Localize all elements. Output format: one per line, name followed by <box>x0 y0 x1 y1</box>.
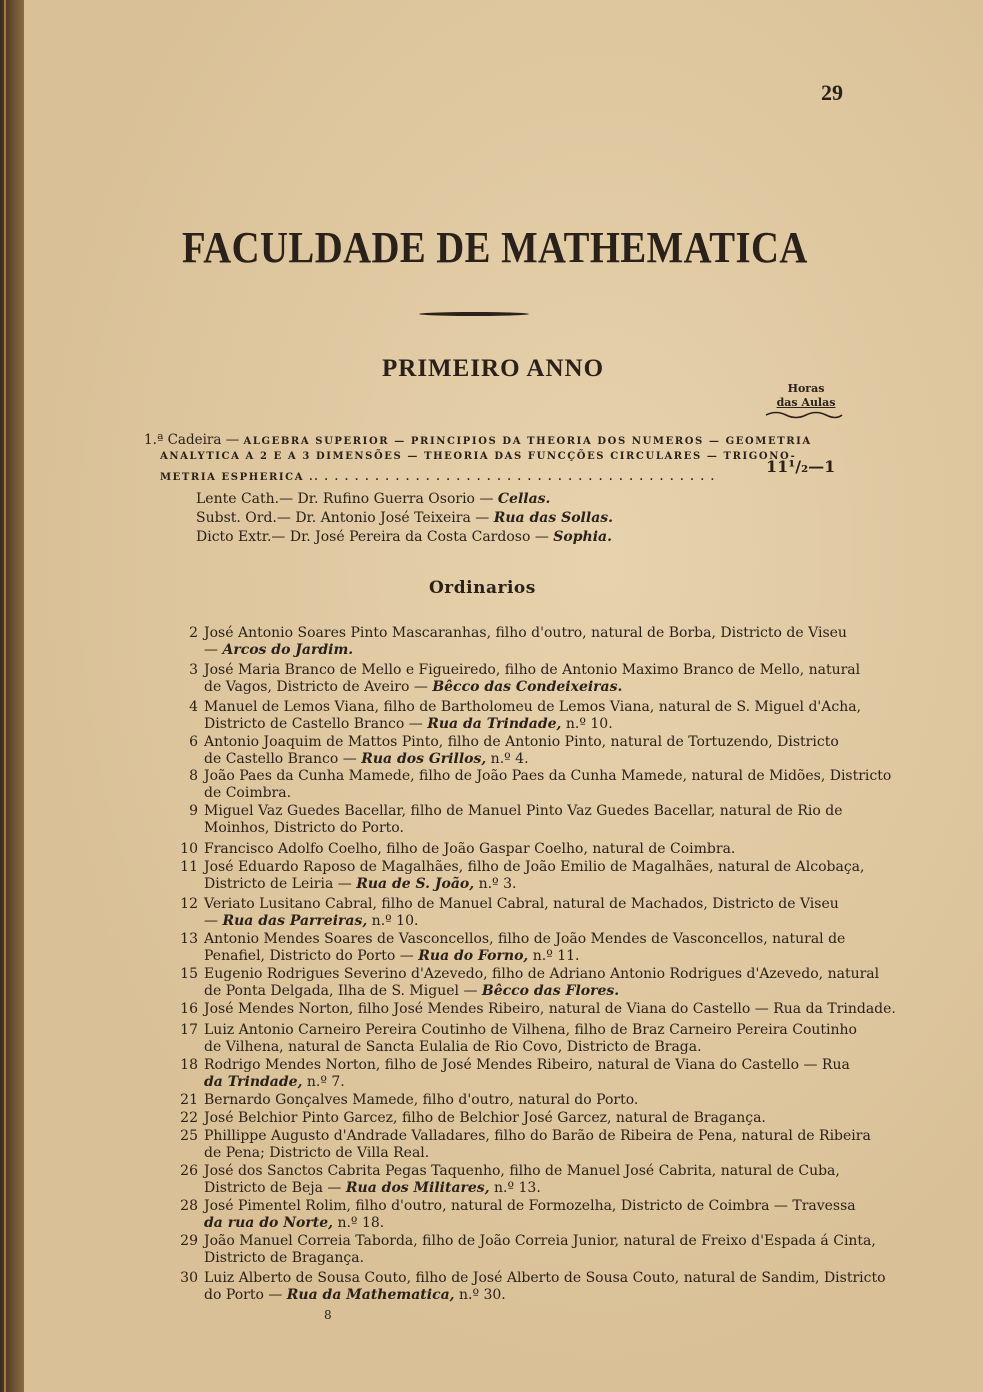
entry-line-1 <box>160 768 892 785</box>
entry-line-2 <box>160 1215 880 1232</box>
entry-text: Rodrigo Mendes Norton, filho de José Mendes Ribeiro, natural de Viana do Castello — Rua <box>204 1057 850 1073</box>
entry-address: Rua da Mathematica, <box>286 1287 455 1303</box>
entry-line-1 <box>160 625 880 642</box>
entry-number: 13 <box>180 931 198 947</box>
entry-address: Rua de S. João, <box>356 876 475 892</box>
entry-continuation: de Coimbra. <box>204 785 292 801</box>
entry-text: Phillippe Augusto d'Andrade Valladares, filho do Barão de Ribeira de Pena, natural de Ribeira <box>204 1128 871 1144</box>
entry-line-1 <box>160 896 880 913</box>
entry-number: 18 <box>180 1057 198 1073</box>
entry-number: 3 <box>189 662 198 678</box>
entry-continuation: Districto de Beja — <box>204 1180 346 1196</box>
chair-line-1 <box>144 432 854 448</box>
entry-address-number: n.º 10. <box>561 716 613 732</box>
entry-number: 12 <box>180 896 198 912</box>
entry-address: Bêcco das Flores. <box>481 983 620 999</box>
entry-continuation: de Vilhena, natural de Sancta Eulalia de Rio Covo, Districto de Braga. <box>204 1039 702 1055</box>
entry-line-1 <box>160 1233 880 1250</box>
entry-line-2 <box>160 820 880 837</box>
staff-line <box>196 510 613 526</box>
entry-line-2 <box>160 1180 880 1197</box>
staff-role: Lente Cath.— Dr. Rufino Guerra Osorio — <box>196 491 494 507</box>
list-item <box>160 1022 880 1056</box>
entry-line-1 <box>160 803 880 820</box>
entry-number: 8 <box>189 768 198 784</box>
chair-subjects-2: ANALYTICA A 2 E A 3 DIMENSÕES — THEORIA DAS FUNCÇÕES CIRCULARES — TRIGONO- <box>160 451 797 462</box>
entry-continuation: de Pena; Districto de Villa Real. <box>204 1145 430 1161</box>
entry-line-1 <box>160 734 880 751</box>
list-item <box>160 1270 886 1304</box>
entry-text: Miguel Vaz Guedes Bacellar, filho de Manuel Pinto Vaz Guedes Bacellar, natural de Rio de <box>204 803 843 819</box>
entry-text: Francisco Adolfo Coelho, filho de João Gaspar Coelho, natural de Coimbra. <box>204 841 736 857</box>
entry-line-1 <box>160 662 880 679</box>
entry-line-1 <box>160 1198 880 1215</box>
list-item <box>160 625 880 659</box>
entry-address: da rua do Norte, <box>204 1215 333 1231</box>
entry-line-1 <box>160 859 880 876</box>
staff-line <box>196 491 550 507</box>
entry-line-2 <box>160 1039 880 1056</box>
list-item <box>160 662 880 696</box>
entry-line-1 <box>160 1092 880 1109</box>
entry-text: Manuel de Lemos Viana, filho de Bartholomeu de Lemos Viana, natural de S. Miguel d'Acha, <box>204 699 862 715</box>
title-rule <box>419 312 529 316</box>
entry-number: 11 <box>180 859 198 875</box>
chair-label: 1.ª Cadeira — <box>144 432 240 448</box>
entry-address: Rua dos Militares, <box>345 1180 490 1196</box>
entry-continuation: de Castello Branco — <box>204 751 362 767</box>
spine-edge <box>4 0 6 1392</box>
entry-continuation: Districto de Castello Branco — <box>204 716 428 732</box>
entry-text: José dos Sanctos Cabrita Pegas Taquenho, filho de Manuel José Cabrita, natural de Cuba, <box>204 1163 840 1179</box>
entry-text: Luiz Antonio Carneiro Pereira Coutinho de Vilhena, filho de Braz Carneiro Pereira Coutinho <box>204 1022 857 1038</box>
entry-line-2 <box>160 948 880 965</box>
entry-text: João Manuel Correia Taborda, filho de João Correia Junior, natural de Freixo d'Espada á Cinta, <box>204 1233 876 1249</box>
entry-line-2 <box>160 785 880 802</box>
entry-line-1 <box>160 699 880 716</box>
entry-number: 25 <box>180 1128 198 1144</box>
entry-number: 10 <box>180 841 198 857</box>
entry-text: José Maria Branco de Mello e Figueiredo, filho de Antonio Maximo Branco de Mello, natural <box>204 662 861 678</box>
entry-continuation: de Ponta Delgada, Ilha de S. Miguel — <box>204 983 482 999</box>
entry-address-number: n.º 7. <box>302 1074 345 1090</box>
entry-number: 17 <box>180 1022 198 1038</box>
entry-number: 2 <box>189 625 198 641</box>
entry-number: 15 <box>180 966 198 982</box>
entry-text: José Antonio Soares Pinto Mascaranhas, filho d'outro, natural de Borba, Districto de Viseu <box>204 625 847 641</box>
entry-line-1 <box>160 1110 880 1127</box>
entry-text: Luiz Alberto de Sousa Couto, filho de José Alberto de Sousa Couto, natural de Sandim, Districto <box>204 1270 886 1286</box>
entry-line-1 <box>160 966 880 983</box>
entry-line-1 <box>160 841 880 858</box>
entry-number: 26 <box>180 1163 198 1179</box>
list-item <box>160 803 880 837</box>
staff-address: Sophia. <box>553 529 612 545</box>
entry-line-2 <box>160 1074 880 1091</box>
entry-line-1 <box>160 1128 880 1145</box>
hours-header-line1: Horas <box>787 382 825 395</box>
entry-continuation: Moinhos, Districto do Porto. <box>204 820 404 836</box>
list-item <box>160 768 892 802</box>
entry-address: Rua dos Grillos, <box>361 751 487 767</box>
list-item <box>160 1128 880 1162</box>
list-item <box>160 896 880 930</box>
book-spine <box>0 0 24 1392</box>
entry-number: 6 <box>189 734 198 750</box>
list-item <box>160 1092 880 1109</box>
entry-number: 29 <box>180 1233 198 1249</box>
entry-line-2 <box>160 1250 880 1267</box>
entry-address: da Trindade, <box>204 1074 303 1090</box>
entry-address: Rua da Trindade, <box>427 716 562 732</box>
list-item <box>160 841 880 858</box>
chair-hours: 11¹/₂—1 <box>766 457 836 476</box>
wave-ornament <box>764 410 844 420</box>
entry-continuation: de Vagos, Districto de Aveiro — <box>204 679 433 695</box>
entry-text: João Paes da Cunha Mamede, filho de João Paes da Cunha Mamede, natural de Midões, Districto <box>204 768 892 784</box>
entry-number: 22 <box>180 1110 198 1126</box>
entry-address-number: n.º 4. <box>486 751 529 767</box>
document-page <box>24 0 983 1392</box>
entry-number: 16 <box>180 1001 198 1017</box>
entry-address-number: n.º 3. <box>474 876 517 892</box>
entry-number: 21 <box>180 1092 198 1108</box>
entry-line-2 <box>160 983 880 1000</box>
entry-line-2 <box>160 1145 880 1162</box>
entry-continuation: Penafiel, Districto do Porto — <box>204 948 419 964</box>
entry-continuation: Districto de Bragança. <box>204 1250 365 1266</box>
entry-number: 28 <box>180 1198 198 1214</box>
list-item <box>160 859 880 893</box>
entry-line-1 <box>160 931 880 948</box>
staff-role: Dicto Extr.— Dr. José Pereira da Costa Cardoso — <box>196 529 549 545</box>
entry-continuation: — <box>204 642 223 658</box>
entry-address: Rua do Forno, <box>418 948 529 964</box>
entry-text: Antonio Joaquim de Mattos Pinto, filho de Antonio Pinto, natural de Tortuzendo, Districto <box>204 734 839 750</box>
list-item <box>160 1198 880 1232</box>
entry-line-1 <box>160 1057 880 1074</box>
list-item <box>160 1110 880 1127</box>
hours-column-header <box>766 382 846 410</box>
entry-line-1 <box>160 1163 880 1180</box>
entry-line-2 <box>160 1287 880 1304</box>
page-number: 29 <box>821 80 843 105</box>
entry-line-2 <box>160 876 880 893</box>
entry-text: Veriato Lusitano Cabral, filho de Manuel Cabral, natural de Machados, Districto de Viseu <box>204 896 839 912</box>
entry-number: 9 <box>189 803 198 819</box>
entry-line-1 <box>160 1270 886 1287</box>
list-item <box>160 931 880 965</box>
staff-address: Cellas. <box>497 491 551 507</box>
entry-text: José Eduardo Raposo de Magalhães, filho de João Emilio de Magalhães, natural de Alcobaça, <box>204 859 865 875</box>
entry-text: Antonio Mendes Soares de Vasconcellos, filho de João Mendes de Vasconcellos, natural de <box>204 931 846 947</box>
list-item <box>160 699 880 733</box>
section-title: Ordinarios <box>429 578 536 598</box>
entry-address-number: n.º 13. <box>489 1180 541 1196</box>
list-item <box>160 1233 880 1267</box>
entry-continuation: — <box>204 913 223 929</box>
entry-line-2 <box>160 751 880 768</box>
list-item <box>160 1163 880 1197</box>
entry-address: Arcos do Jardim. <box>222 642 354 658</box>
chair-subjects-3: METRIA ESPHERICA .. . . . . . . . . . . . . . . . . . . . . . . . . . . . . . . . . . . . . . . . <box>160 472 716 483</box>
entry-address-number: n.º 18. <box>333 1215 385 1231</box>
entry-line-2 <box>160 913 880 930</box>
staff-role: Subst. Ord.— Dr. Antonio José Teixeira — <box>196 510 490 526</box>
entry-line-1 <box>160 1001 896 1018</box>
entry-line-2 <box>160 716 880 733</box>
entry-address-number: n.º 30. <box>454 1287 506 1303</box>
signature-mark: 8 <box>324 1308 332 1322</box>
list-item <box>160 966 880 1000</box>
entry-text: Bernardo Gonçalves Mamede, filho d'outro, natural do Porto. <box>204 1092 639 1108</box>
entry-line-1 <box>160 1022 880 1039</box>
page-title: FACULDADE DE MATHEMATICA <box>182 223 808 272</box>
staff-address: Rua das Sollas. <box>493 510 614 526</box>
list-item <box>160 1001 896 1018</box>
entry-text: José Belchior Pinto Garcez, filho de Belchior José Garcez, natural de Bragança. <box>204 1110 766 1126</box>
entry-line-2 <box>160 679 880 696</box>
entry-text: José Mendes Norton, filho José Mendes Ribeiro, natural de Viana do Castello — Rua da Trindade. <box>204 1001 896 1017</box>
entry-address-number: n.º 10. <box>367 913 419 929</box>
entry-address: Rua das Parreiras, <box>222 913 368 929</box>
list-item <box>160 734 880 768</box>
entry-address: Bêcco das Condeixeiras. <box>432 679 623 695</box>
entry-continuation: Districto de Leiria — <box>204 876 357 892</box>
entry-address-number: n.º 11. <box>528 948 580 964</box>
entry-text: José Pimentel Rolim, filho d'outro, natural de Formozelha, Districto de Coimbra — Travessa <box>204 1198 856 1214</box>
year-heading: PRIMEIRO ANNO <box>382 355 605 382</box>
entry-number: 4 <box>189 699 198 715</box>
hours-header-line2: das Aulas <box>776 396 836 409</box>
entry-number: 30 <box>180 1270 198 1286</box>
chair-subjects-1: ALGEBRA SUPERIOR — PRINCIPIOS DA THEORIA DOS NUMEROS — GEOMETRIA <box>243 436 812 447</box>
list-item <box>160 1057 880 1091</box>
entry-text: Eugenio Rodrigues Severino d'Azevedo, filho de Adriano Antonio Rodrigues d'Azevedo, natural <box>204 966 880 982</box>
entry-line-2 <box>160 642 880 659</box>
entry-continuation: do Porto — <box>204 1287 287 1303</box>
staff-line <box>196 529 612 545</box>
